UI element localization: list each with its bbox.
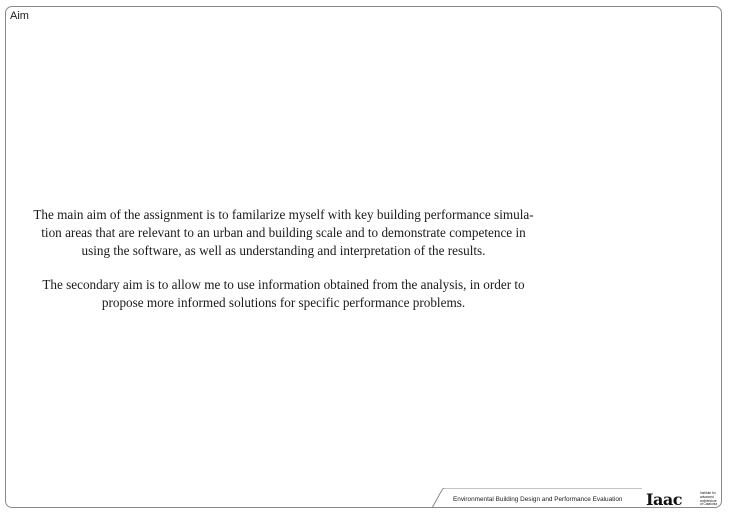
aim-paragraph-secondary [6, 276, 561, 312]
paragraph-line: The secondary aim is to allow me to use information obtained from the analysis, in order to [42, 277, 525, 292]
footer [432, 488, 722, 512]
logo-tagline [700, 492, 722, 507]
tagline-line: advanced [700, 494, 714, 499]
paragraph-line: The main aim of the assignment is to familarize myself with key building performance simula- [33, 207, 534, 222]
aim-paragraph-main [6, 206, 561, 260]
slide-title: Aim [10, 10, 29, 22]
tagline-line: Institute for [700, 491, 716, 495]
course-title: Environmental Building Design and Performance Evaluation [453, 496, 623, 503]
paragraph-line: propose more informed solutions for specific performance problems. [101, 295, 466, 310]
logo-wordmark: Iaac [646, 490, 682, 509]
paragraph-line: using the software, as well as understanding and interpretation of the results. [81, 243, 486, 258]
tagline-line: of Catalonia [700, 502, 718, 507]
tagline-line: architecture [700, 498, 717, 503]
paragraph-line: tion areas that are relevant to an urban and building scale and to demonstrate competence in [41, 225, 526, 240]
iaac-logo [644, 491, 694, 509]
